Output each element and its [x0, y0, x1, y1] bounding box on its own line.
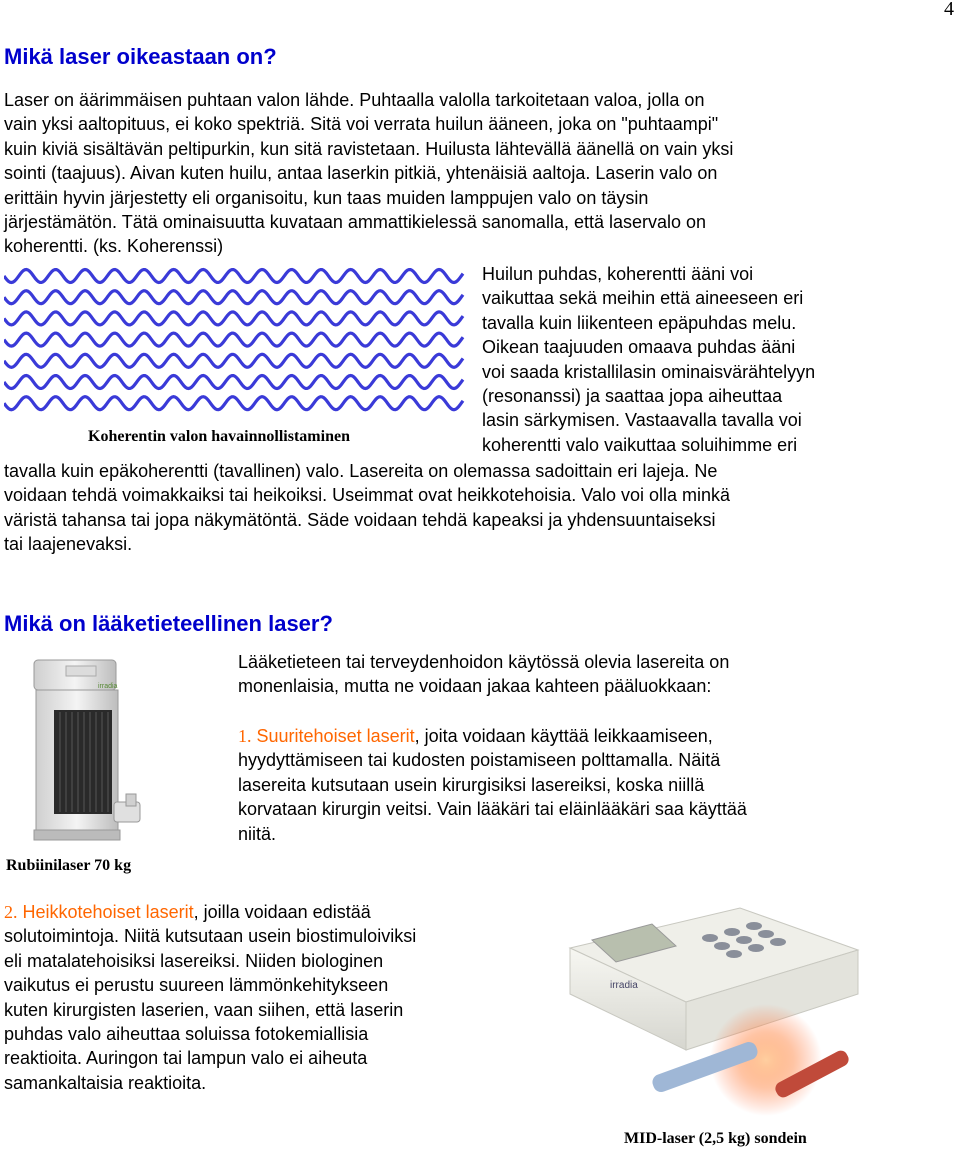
side-line: voi saada kristallilasin ominaisvärähtelyyn	[482, 361, 816, 382]
mid-device-label: irradia	[610, 980, 638, 991]
after-line: voidaan tehdä voimakkaiksi tai heikoiksi. Useimmat ovat heikkotehoisia. Valo voi olla minkä	[4, 485, 731, 506]
intro-line: Laser on äärimmäisen puhtaan valon lähde. Puhtaalla valolla tarkoitetaan valoa, jolla on	[4, 90, 705, 110]
wave-line	[4, 312, 463, 325]
after-line: väristä tahansa tai jopa näkymätöntä. Säde voidaan tehdä kapeaksi ja yhdensuuntaiseksi	[4, 509, 716, 530]
item1-line: hyydyttämiseen tai kudosten poistamiseen polttamalla. Näitä	[238, 750, 721, 771]
side-line: Oikean taajuuden omaava puhdas ääni	[482, 337, 796, 358]
coherent-wave-illustration	[4, 266, 466, 414]
wave-line	[4, 333, 463, 346]
medical-intro-line: Lääketieteen tai terveydenhoidon käytössä olevia lasereita on	[238, 652, 730, 672]
wave-line	[4, 291, 463, 304]
list-item-high-power	[238, 724, 884, 846]
section-heading-laser: Mikä laser oikeastaan on?	[4, 44, 277, 69]
item1-first-line-rest: , joita voidaan käyttää leikkaamiseen,	[414, 726, 713, 746]
item2-line: puhdas valo aiheuttaa soluissa fotokemiallisia	[4, 1024, 369, 1045]
item2-first-line-rest: , joilla voidaan edistää	[193, 902, 371, 922]
intro-line: järjestämätön. Tätä ominaisuutta kuvataan ammattikielessä sanomalla, että laservalo on	[4, 212, 707, 233]
page-number: 4	[944, 0, 954, 20]
item1-first-line	[238, 724, 884, 748]
item2-first-line	[4, 900, 521, 924]
item2-line: solutoimintoja. Niitä kutsutaan usein biostimuloiviksi	[4, 926, 417, 947]
item2-number: 2.	[4, 902, 18, 922]
wave-line	[4, 354, 463, 367]
item2-line: vaikutus ei perustu suureen lämmönkehitykseen	[4, 975, 389, 996]
continuation-paragraph	[4, 459, 884, 557]
item2-line: reaktioita. Auringon tai lampun valo ei aiheuta	[4, 1048, 368, 1069]
intro-line: sointi (taajuus). Aivan kuten huilu, antaa laserkin pitkiä, yhtenäisiä aaltoja. Laserin valo on	[4, 163, 718, 184]
item2-line: eli matalatehoisiksi lasereiksi. Niiden biologinen	[4, 950, 384, 971]
ruby-caption: Rubiinilaser 70 kg	[6, 857, 132, 874]
item2-line: samankaltaisia reaktioita.	[4, 1072, 207, 1093]
item1-line: niitä.	[238, 823, 277, 844]
side-line: tavalla kuin liikenteen epäpuhdas melu.	[482, 312, 797, 333]
side-line: Huilun puhdas, koherentti ääni voi	[482, 264, 754, 284]
intro-line: kuin kiviä sisältävän peltipurkin, kun sitä ravistetaan. Huilusta lähtevällä äänellä on vain yksi	[4, 138, 734, 159]
item2-term: Heikkotehoiset laserit	[22, 902, 194, 922]
intro-line: erittäin hyvin järjestetty eli organisoitu, kun taas muiden lamppujen valo on täysin	[4, 187, 649, 208]
side-line: koherentti valo vaikuttaa soluihimme eri	[482, 434, 798, 455]
side-paragraph	[482, 262, 883, 457]
medical-intro	[238, 650, 884, 699]
wave-line	[4, 397, 463, 410]
list-item-low-power	[4, 900, 521, 1095]
ruby-device-label: irradia	[98, 683, 118, 690]
intro-paragraph	[4, 88, 884, 259]
after-line: tavalla kuin epäkoherentti (tavallinen) valo. Lasereita on olemassa sadoittain eri lajeja. Ne	[4, 461, 718, 481]
after-line: tai laajenevaksi.	[4, 534, 133, 555]
intro-line: vain yksi aaltopituus, ei koko spektriä. Sitä voi verrata huilun ääneen, joka on "puhtaampi"	[4, 114, 719, 135]
wave-line	[4, 270, 463, 283]
side-line: vaikuttaa sekä meihin että aineeseen eri	[482, 288, 804, 309]
section-heading-medical: Mikä on lääketieteellinen laser?	[4, 611, 333, 636]
item1-line: lasereita kutsutaan usein kirurgisiksi lasereiksi, koska niillä	[238, 774, 705, 795]
item1-term: Suuritehoiset laserit	[256, 726, 415, 746]
mid-laser-image	[540, 890, 900, 1128]
ruby-laser-image	[6, 652, 150, 852]
side-line: (resonanssi) ja saattaa jopa aiheuttaa	[482, 386, 783, 407]
item1-number: 1.	[238, 726, 252, 746]
side-line: lasin särkymisen. Vastaavalla tavalla voi	[482, 410, 802, 431]
mid-caption: MID-laser (2,5 kg) sondein	[624, 1130, 807, 1147]
item2-line: kuten kirurgisten laserien, vaan siihen, että laserin	[4, 999, 404, 1020]
wave-caption: Koherentin valon havainnollistaminen	[88, 428, 350, 445]
item1-line: korvataan kirurgin veitsi. Vain lääkäri tai eläinlääkäri saa käyttää	[238, 799, 747, 820]
medical-intro-line: monenlaisia, mutta ne voidaan jakaa kahteen pääluokkaan:	[238, 676, 712, 697]
intro-line: koherentti. (ks. Koherenssi)	[4, 236, 224, 257]
wave-line	[4, 376, 463, 389]
